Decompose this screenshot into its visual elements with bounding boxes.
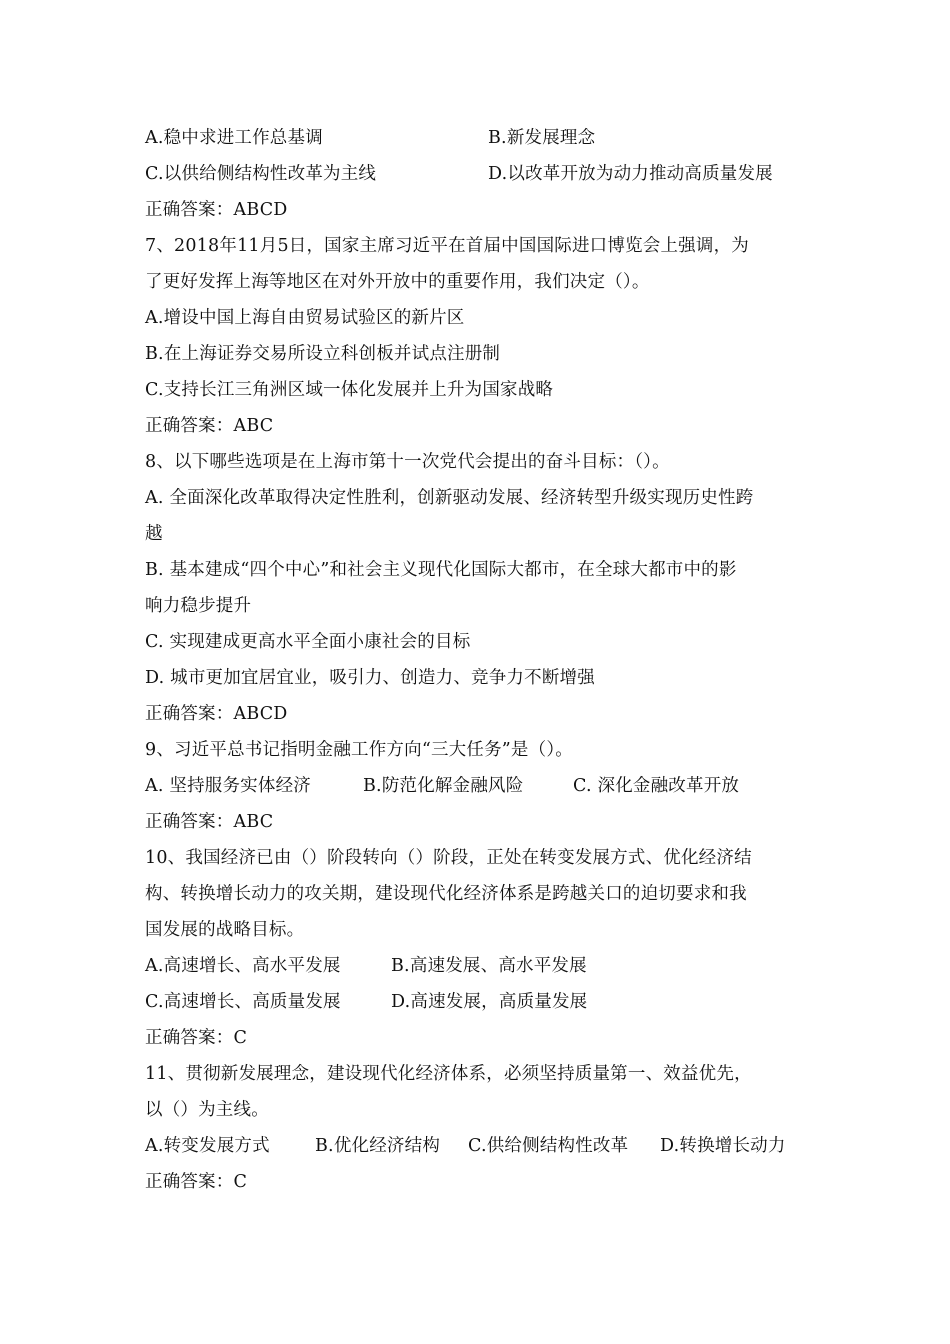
q11-option-b: B.优化经济结构	[315, 1136, 441, 1156]
q8-option-a-line-1: A. 全面深化改革取得决定性胜利，创新驱动发展、经济转型升级实现历史性跨	[145, 488, 754, 508]
q10-option-a: A.高速增长、高水平发展	[145, 956, 341, 976]
q10-stem-line-2: 构、转换增长动力的攻关期，建设现代化经济体系是跨越关口的迫切要求和我	[145, 884, 747, 904]
q6-option-c: C.以供给侧结构性改革为主线	[145, 164, 377, 184]
q7-stem-line-2: 了更好发挥上海等地区在对外开放中的重要作用，我们决定（）。	[145, 272, 650, 292]
q6-options-row-2	[145, 162, 773, 186]
q7-option-a: A.增设中国上海自由贸易试验区的新片区	[145, 308, 465, 328]
q11-answer: 正确答案：C	[145, 1172, 248, 1192]
q11-option-a: A.转变发展方式	[145, 1136, 270, 1156]
q8-answer: 正确答案：ABCD	[145, 704, 288, 724]
q10-options-row-1	[145, 954, 587, 978]
q9-options-row	[145, 774, 740, 798]
q7-answer: 正确答案：ABC	[145, 416, 274, 436]
q9-option-b: B.防范化解金融风险	[363, 776, 524, 796]
q11-stem-line-1: 11、贯彻新发展理念，建设现代化经济体系，必须坚持质量第一、效益优先，	[145, 1064, 752, 1084]
q6-option-a: A.稳中求进工作总基调	[145, 128, 323, 148]
q8-stem: 8、以下哪些选项是在上海市第十一次党代会提出的奋斗目标：（）。	[145, 452, 670, 472]
q9-option-a: A. 坚持服务实体经济	[145, 776, 311, 796]
q10-stem-line-1: 10、我国经济已由（）阶段转向（）阶段，正处在转变发展方式、优化经济结	[145, 848, 752, 868]
q7-option-b: B.在上海证券交易所设立科创板并试点注册制	[145, 344, 501, 364]
q6-option-d: D.以改革开放为动力推动高质量发展	[488, 164, 773, 184]
q8-option-d: D. 城市更加宜居宜业，吸引力、创造力、竞争力不断增强	[145, 668, 595, 688]
q8-option-b-line-1: B. 基本建成“四个中心”和社会主义现代化国际大都市，在全球大都市中的影	[145, 560, 737, 580]
q10-answer: 正确答案：C	[145, 1028, 248, 1048]
q10-option-d: D.高速发展，高质量发展	[391, 992, 588, 1012]
q11-option-c: C.供给侧结构性改革	[468, 1136, 629, 1156]
q6-answer: 正确答案：ABCD	[145, 200, 288, 220]
q10-option-c: C.高速增长、高质量发展	[145, 992, 341, 1012]
q6-options-row-1	[145, 126, 596, 150]
q11-options-row	[145, 1134, 786, 1158]
q10-stem-line-3: 国发展的战略目标。	[145, 920, 305, 940]
q9-option-c: C. 深化金融改革开放	[573, 776, 740, 796]
q11-option-d: D.转换增长动力	[660, 1136, 786, 1156]
q9-answer: 正确答案：ABC	[145, 812, 274, 832]
q8-option-c: C. 实现建成更高水平全面小康社会的目标	[145, 632, 471, 652]
q7-option-c: C.支持长江三角洲区域一体化发展并上升为国家战略	[145, 380, 554, 400]
q10-option-b: B.高速发展、高水平发展	[391, 956, 587, 976]
q6-option-b: B.新发展理念	[488, 128, 596, 148]
q8-option-b-line-2: 响力稳步提升	[145, 596, 252, 616]
q11-stem-line-2: 以（）为主线。	[145, 1100, 269, 1120]
q8-option-a-line-2: 越	[145, 524, 163, 544]
q9-stem: 9、习近平总书记指明金融工作方向“三大任务”是（）。	[145, 740, 573, 760]
q10-options-row-2	[145, 990, 588, 1014]
q7-stem-line-1: 7、2018年11月5日，国家主席习近平在首届中国国际进口博览会上强调，为	[145, 236, 749, 256]
